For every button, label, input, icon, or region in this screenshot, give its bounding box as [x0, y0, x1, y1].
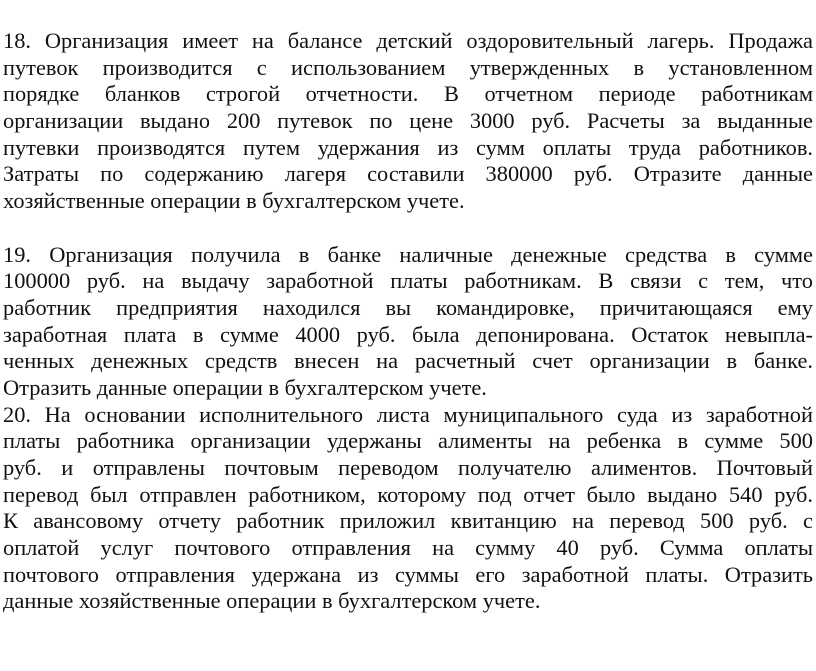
problem-20-line: почтового отправления удержана из суммы его заработной платы. Отразить — [3, 561, 813, 587]
problem-19-line: работник предприятия находился вы командировке, причитающаяся ему — [3, 294, 813, 320]
problem-18-line: порядке бланков строгой отчетности. В отчетном периоде работникам — [3, 81, 813, 107]
problem-20-line: К авансовому отчету работник приложил квитанцию на перевод 500 руб. с — [3, 508, 813, 534]
problem-20-line: платы работника организации удержаны алименты на ребенка в сумме 500 — [3, 428, 813, 454]
problem-18-line: хозяйственные операции в бухгалтерском учете. — [3, 188, 465, 214]
problem-18-line: 18. Организация имеет на балансе детский оздоровительный лагерь. Продажа — [3, 28, 813, 53]
problem-20 — [3, 402, 813, 616]
problem-18-line: организации выдано 200 путевок по цене 3000 руб. Расчеты за выданные — [3, 108, 813, 134]
paragraph-gap — [3, 215, 813, 242]
problem-19-line: 19. Организация получила в банке наличные денежные средства в сумме — [3, 241, 813, 267]
problem-19-line: 100000 руб. на выдачу заработной платы работникам. В связи с тем, что — [3, 268, 813, 294]
problem-18 — [3, 0, 813, 215]
problem-20-line: оплатой услуг почтового отправления на сумму 40 руб. Сумма оплаты — [3, 535, 813, 561]
problem-20-line: руб. и отправлены почтовым переводом получателю алиментов. Почтовый — [3, 455, 813, 480]
problem-19-line: ченных денежных средств внесен на расчетный счет организации в банке. — [3, 348, 813, 374]
problem-18-line: путевки производятся путем удержания из сумм оплаты труда работников. — [3, 134, 813, 160]
document-page — [3, 0, 813, 615]
problem-19-line: Отразить данные операции в бухгалтерском учете. — [3, 374, 487, 400]
problem-19 — [3, 242, 813, 402]
problem-19-line: заработная плата в сумме 4000 руб. была депонирована. Остаток невыпла- — [3, 321, 813, 347]
problem-20-line: данные хозяйственные операции в бухгалтерском учете. — [3, 588, 541, 614]
problem-18-line: путевок производится с использованием утвержденных в установленном — [3, 54, 813, 80]
problem-20-line: перевод был отправлен работником, которому под отчет было выдано 540 руб. — [3, 481, 813, 507]
problem-18-line: Затраты по содержанию лагеря составили 380000 руб. Отразите данные — [3, 161, 813, 187]
problem-20-line: 20. На основании исполнительного листа муниципального суда из заработной — [3, 401, 813, 427]
